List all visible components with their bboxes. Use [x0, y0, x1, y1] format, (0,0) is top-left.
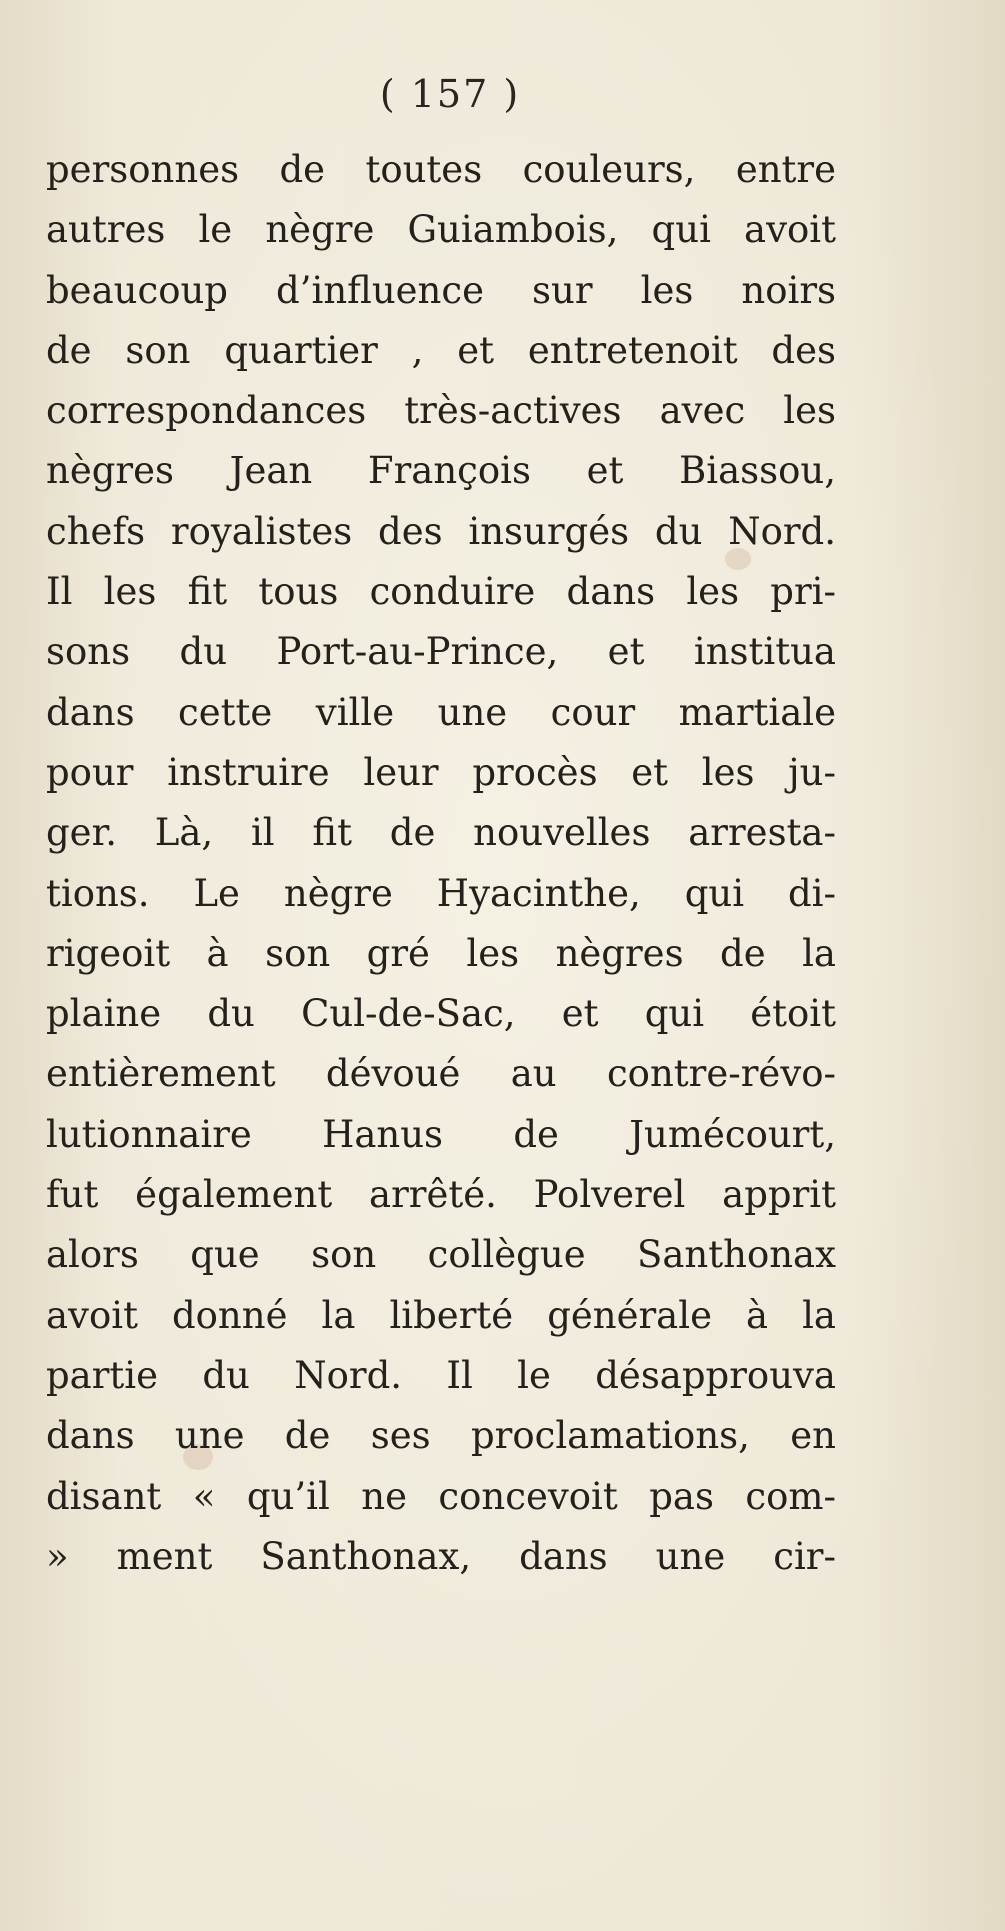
text-line: plaine du Cul-de-Sac, et qui étoit: [46, 992, 836, 1036]
text-line: Il les fit tous conduire dans les pri-: [46, 570, 836, 614]
text-line: pour instruire leur procès et les ju-: [46, 750, 836, 794]
page-number: ( 157 ): [379, 72, 521, 116]
text-line: sons du Port-au-Prince, et institua: [46, 630, 836, 674]
text-line: partie du Nord. Il le désapprouva: [46, 1353, 836, 1397]
text-line: rigeoit à son gré les nègres de la: [46, 931, 836, 975]
text-line: alors que son collègue Santhonax: [46, 1233, 836, 1277]
text-line: de son quartier , et entretenoit des: [46, 328, 836, 372]
text-line: personnes de toutes couleurs, entre: [46, 148, 836, 191]
text-line: chefs royalistes des insurgés du Nord.: [46, 509, 836, 553]
text-line: lutionnaire Hanus de Jumécourt,: [46, 1112, 836, 1156]
text-line: beaucoup d’influence sur les noirs: [46, 268, 836, 312]
text-line: dans une de ses proclamations, en: [46, 1414, 836, 1458]
text-line: ger. Là, il fit de nouvelles arresta-: [46, 811, 836, 855]
text-line: autres le nègre Guiambois, qui avoit: [46, 208, 836, 252]
text-line: dans cette ville une cour martiale: [46, 690, 836, 734]
text-line: nègres Jean François et Biassou,: [46, 449, 836, 493]
text-line: » ment Santhonax, dans une cir-: [46, 1534, 836, 1578]
text-line: correspondances très-actives avec les: [46, 389, 836, 433]
text-line: tions. Le nègre Hyacinthe, qui di-: [46, 871, 836, 915]
body-text: [46, 140, 836, 1587]
text-line: disant « qu’il ne concevoit pas com-: [46, 1474, 836, 1518]
text-line: entièrement dévoué au contre-révo-: [46, 1052, 836, 1096]
text-line: avoit donné la liberté générale à la: [46, 1293, 836, 1337]
text-line: fut également arrêté. Polverel apprit: [46, 1173, 836, 1217]
